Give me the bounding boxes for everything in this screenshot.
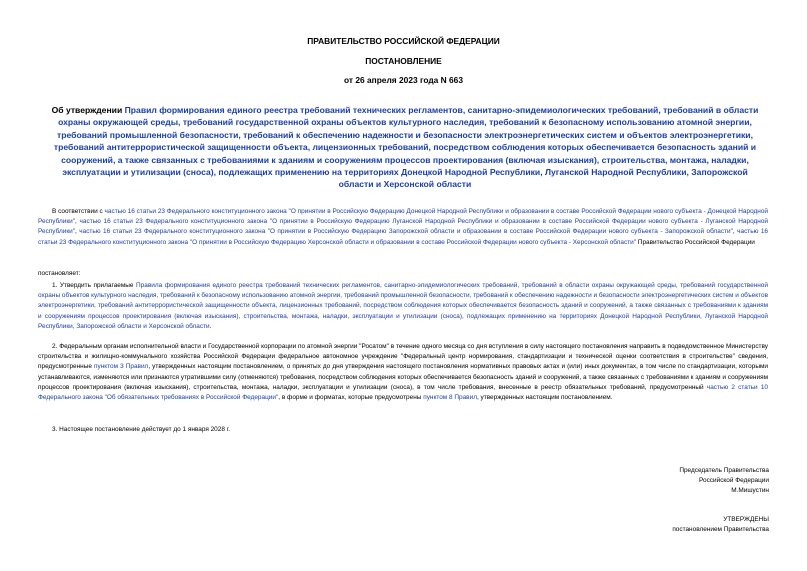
signature-name: М.Мишустин bbox=[731, 487, 769, 495]
preamble-paragraph bbox=[38, 207, 768, 248]
preamble-text-2: , bbox=[75, 218, 80, 226]
item-2-text-2: , утвержденных настоящим постановлением, о принятых до дня утверждения настоящего постановления нормативных правовых актах и (или) иных документах, в том числе по стандартизации, которыми устанавливаются, изменяются или признаются утратившими силу (отменяются) требования, посредством соблюдения которых обеспечивается безопасность зданий и сооружений, а также связанных с требованиями к зданиям и сооружениям процессов проектирования (включая изыскания), строительства, монтажа, наладки, эксплуатации и утилизации (сноса), в том числе требования, внесенные в реестр обязательных требований, предусмотренный bbox=[38, 363, 768, 391]
rules-point-3-link[interactable]: пунктом 3 Правил bbox=[94, 363, 149, 371]
item-2-paragraph bbox=[38, 342, 768, 403]
law-link-kherson[interactable]: частью 16 статьи 23 Федерального конституционного закона "О принятии в Российскую Федерацию Херсонской области и образовании в составе Российской Федерации нового субъекта - Херсонской области" bbox=[38, 228, 769, 246]
rules-point-8-link[interactable]: пунктом 8 Правил bbox=[423, 394, 477, 402]
title-prefix: Об утверждении bbox=[51, 105, 125, 115]
signature-country: Российской Федерации bbox=[698, 477, 769, 485]
item-2-text-4: , утвержденных настоящим постановлением. bbox=[476, 394, 613, 402]
title-rules-link[interactable]: Правил формирования единого реестра требований технических регламентов, санитарно-эпидемиологических требований, требований в области охраны окружающей среды, требований государственной охраны объектов культурного наследия, требований к безопасному использованию атомной энергии, требований промышленной безопасности, требований к обеспечению надежности и безопасности электроэнергетических систем и объектов электроэнергетики, требований антитеррористической защищенности объекта, лицензионных требований, посредством соблюдения которых обеспечивается безопасность зданий и сооружений, а также связанных с требованиями к зданиям и сооружениям процессов проектирования (включая изыскания), строительства, монтажа, наладки, эксплуатации и утилизации (сноса), подлежащих применению на территориях Донецкой Народной Республики, Луганской Народной Республики, Запорожской области и Херсонской области bbox=[53, 105, 759, 190]
law-link-donetsk[interactable]: частью 16 статьи 23 Федерального конституционного закона "О принятии в Российскую Федерацию Донецкой Народной Республики и образовании в составе Российской Федерации нового субъекта - Донецкой Народной Республики" bbox=[38, 208, 768, 226]
document-date-number: от 26 апреля 2023 года N 663 bbox=[344, 75, 463, 85]
law-link-zaporozhye[interactable]: частью 16 статьи 23 Федерального конституционного закона "О принятии в Российскую Федерацию Запорожской области и образовании в составе Российской Федерации нового субъекта - Запорожской области" bbox=[79, 228, 733, 236]
signature-block bbox=[569, 466, 769, 497]
item-1-text-1: 1. Утвердить прилагаемые bbox=[52, 282, 137, 289]
preamble-text-5: Правительство Российской Федерации bbox=[636, 238, 755, 246]
item-1-paragraph bbox=[38, 281, 768, 332]
decree-word: постановляет: bbox=[38, 270, 81, 277]
signature-position: Председатель Правительства bbox=[679, 467, 769, 474]
item-3-paragraph: 3. Настоящее постановление действует до 1 января 2028 г. bbox=[52, 426, 231, 433]
item-1-text-2: . bbox=[209, 322, 212, 330]
preamble-text-4: , bbox=[732, 228, 738, 236]
federal-law-link[interactable]: частью 2 статьи 10 Федерального закона "Об обязательных требованиях в Российской Федерации" bbox=[38, 383, 768, 402]
preamble-text-1: В соответствии с bbox=[52, 208, 105, 215]
approval-source: постановлением Правительства bbox=[672, 526, 769, 534]
item-2-text-1: 2. Федеральным органам исполнительной власти и Государственной корпорации по атомной энергии "Росатом" в течение одного месяца со дня вступления в силу настоящего постановления направить в подведомственное Министерству строительства и жилищно-коммунального хозяйства Российской Федерации федеральное автономное учреждение "Федеральный центр нормирования, стандартизации и технической оценки соответствия в строительстве" сведения, предусмотренные bbox=[38, 343, 768, 371]
rules-link[interactable]: Правила формирования единого реестра требований технических регламентов, санитарно-эпидемиологических требований, требований в области охраны окружающей среды, требований государственной охраны объектов культурного наследия, требований к безопасному использованию атомной энергии, требований промышленной безопасности, требований к обеспечению надежности и безопасности электроэнергетических систем и объектов электроэнергетики, требований антитеррористической защищенности объекта, лицензионных требований, посредством соблюдения которых обеспечивается безопасность зданий и сооружений, а также связанных с требованиями к зданиям и сооружениям процессов проектирования (включая изыскания), строительства, монтажа, наладки, эксплуатации и утилизации (сноса), подлежащих применению на территориях Донецкой Народной Республики, Луганской Народной Республики, Запорожской области и Херсонской области bbox=[38, 282, 769, 330]
government-name: ПРАВИТЕЛЬСТВО РОССИЙСКОЙ ФЕДЕРАЦИИ bbox=[307, 36, 500, 46]
approval-block bbox=[569, 515, 769, 535]
preamble-text-3: , bbox=[75, 228, 80, 236]
document-type: ПОСТАНОВЛЕНИЕ bbox=[365, 56, 442, 66]
approval-label: УТВЕРЖДЕНЫ bbox=[723, 516, 769, 523]
document-title bbox=[48, 104, 762, 191]
law-link-lugansk[interactable]: частью 16 статьи 23 Федерального конституционного закона "О принятии в Российскую Федерацию Луганской Народной Республики и образовании в составе Российской Федерации нового субъекта - Луганской Народной Республики" bbox=[38, 218, 769, 236]
item-2-text-3: , в форме и форматах, которые предусмотрены bbox=[278, 394, 424, 402]
